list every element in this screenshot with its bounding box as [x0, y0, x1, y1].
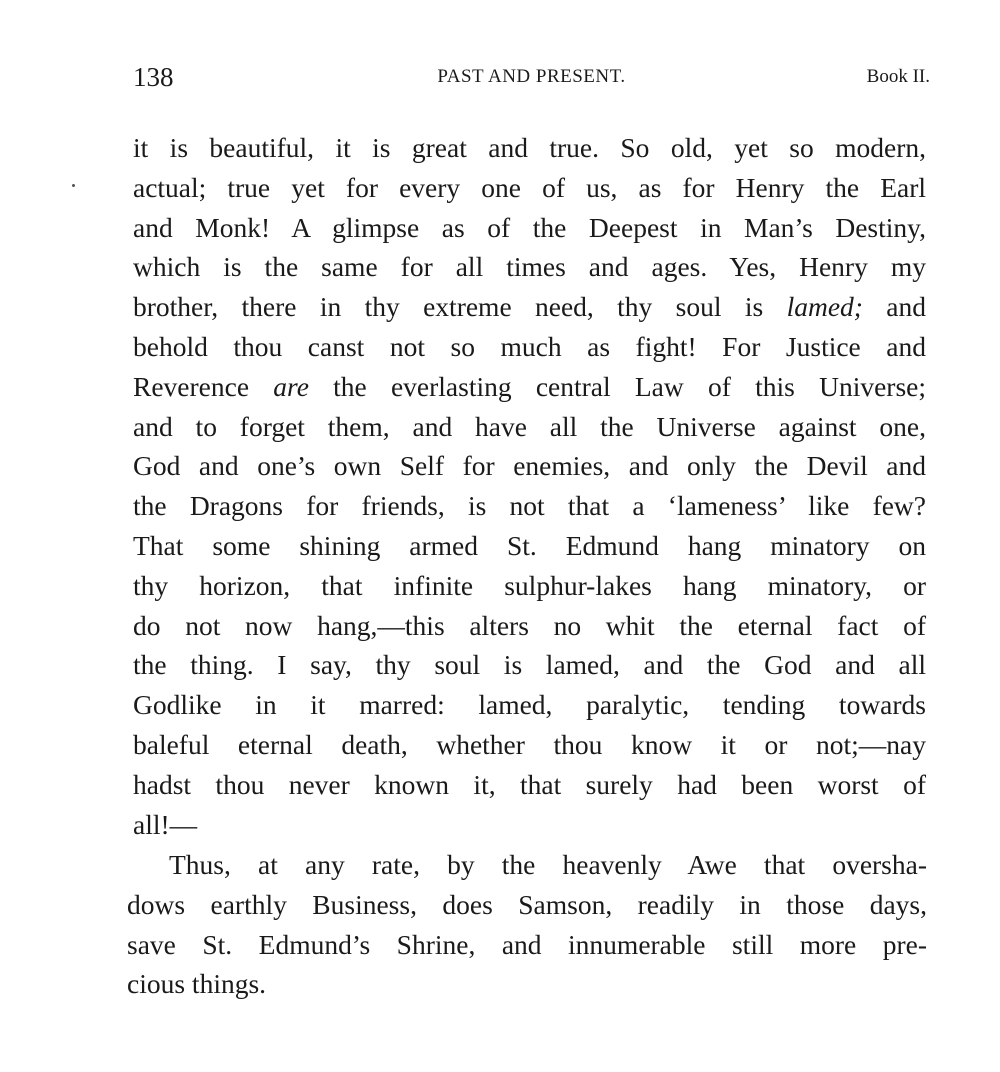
text-line: cious things. [127, 968, 267, 1000]
text-line: dows earthly Business, does Samson, readily in those days, [127, 888, 927, 920]
italic-word: are [273, 370, 309, 402]
text-line: all!— [133, 808, 198, 840]
text-line-with-italic [133, 367, 926, 407]
text-line: the thing. I say, thy soul is lamed, and the God and all [133, 649, 926, 681]
text-line: Godlike in it marred: lamed, paralytic, tending towards [133, 689, 926, 721]
page-number: 138 [133, 62, 174, 92]
book-label: Book II. [866, 66, 930, 87]
text-line: and Monk! A glimpse as of the Deepest in Man’s Destiny, [133, 211, 926, 243]
text-line: the Dragons for friends, is not that a ‘lameness’ like few? [133, 490, 926, 522]
text-line: and to forget them, and have all the Universe against one, [133, 410, 926, 442]
paragraph-2 [127, 845, 927, 1004]
line-end: the everlasting central Law of this Universe; [308, 370, 926, 402]
line-end: and [862, 291, 926, 323]
text-line: behold thou canst not so much as fight! For Justice and [133, 330, 926, 362]
running-title: PAST AND PRESENT. [437, 66, 626, 87]
text-line-with-italic [133, 287, 926, 327]
text-line: do not now hang,—this alters no whit the eternal fact of [133, 609, 926, 641]
stray-ink-mark [72, 184, 75, 187]
text-line: save St. Edmund’s Shrine, and innumerable still more pre- [127, 928, 927, 960]
italic-word: lamed; [786, 291, 863, 323]
paragraph-1 [133, 128, 926, 844]
text-line: actual; true yet for every one of us, as for Henry the Earl [133, 171, 926, 203]
text-line: That some shining armed St. Edmund hang minatory on [133, 529, 926, 561]
text-line: it is beautiful, it is great and true. So old, yet so modern, [133, 132, 926, 163]
line-start: Reverence [133, 370, 274, 402]
text-line: thy horizon, that infinite sulphur-lakes hang minatory, or [133, 569, 926, 601]
text-line: Thus, at any rate, by the heavenly Awe that oversha- [169, 849, 927, 880]
text-line: God and one’s own Self for enemies, and only the Devil and [133, 450, 926, 482]
text-line: hadst thou never known it, that surely had been worst of [133, 768, 926, 800]
line-start: brother, there in thy extreme need, thy soul is [133, 291, 787, 323]
text-line: which is the same for all times and ages. Yes, Henry my [133, 251, 926, 283]
text-line: baleful eternal death, whether thou know it or not;—nay [133, 728, 926, 760]
page-header [133, 62, 930, 98]
